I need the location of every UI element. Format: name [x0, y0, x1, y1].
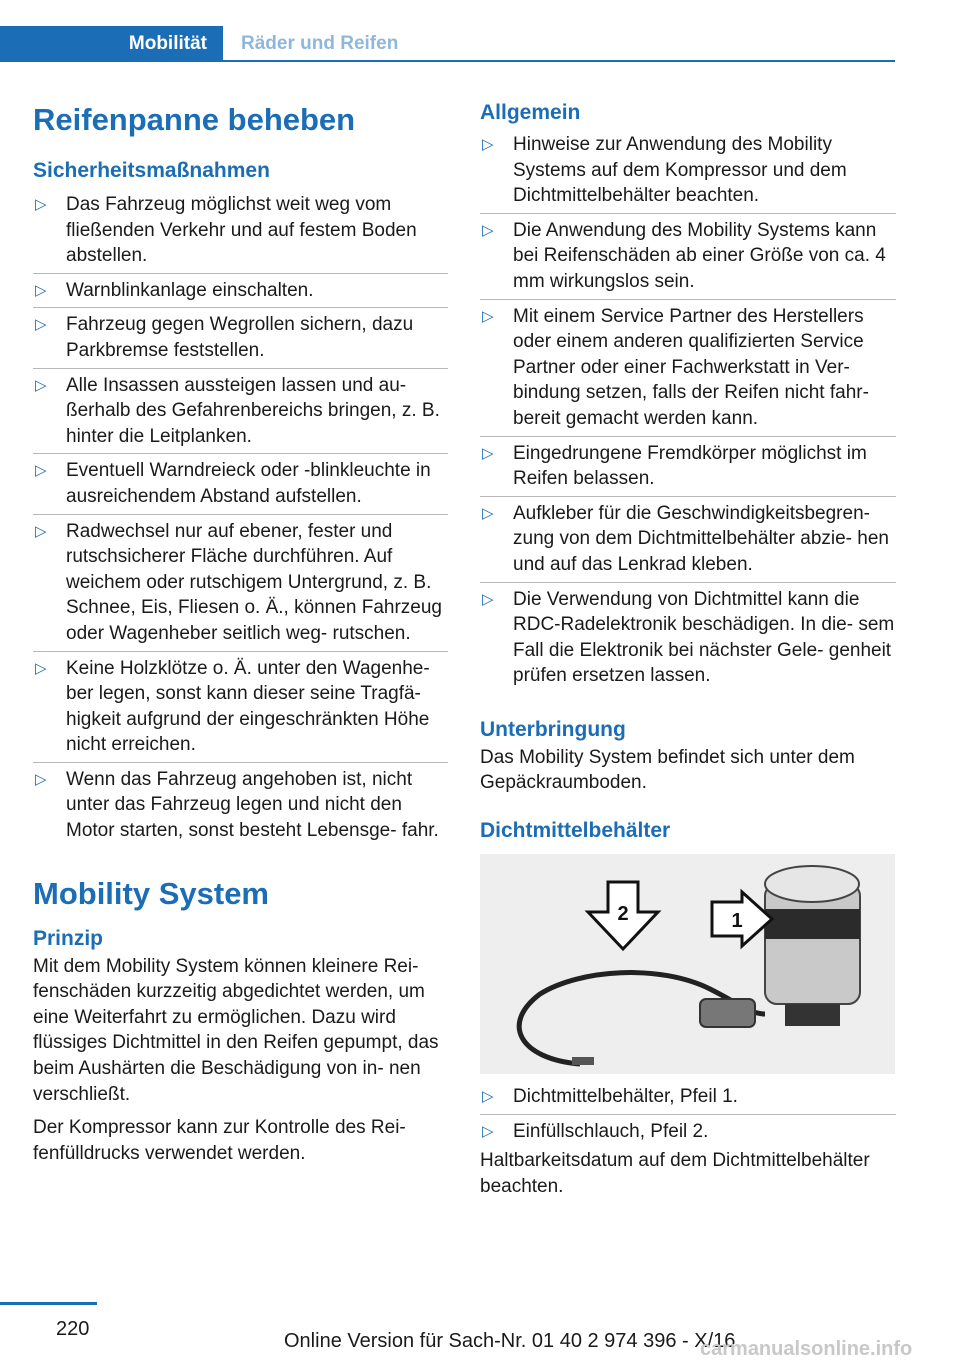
list-item-text: Alle Insassen aussteigen lassen und au‐ ßerhalb des Gefahrenbereichs bringen, z. B. hinter die Leitplanken. — [66, 374, 440, 447]
hose-connector — [700, 999, 755, 1027]
list-item-text: Keine Holzklötze o. Ä. unter den Wagenhe‐ ber legen, sonst kann dieser seine Tragfä‐ higkeit aufgrund der eingeschränkten Höhe nicht erreichen. — [66, 657, 430, 756]
list-item — [480, 437, 896, 497]
list-item-text: Dichtmittelbehälter, Pfeil 1. — [513, 1086, 738, 1108]
safety-list — [33, 188, 448, 848]
list-item-text: Fahrzeug gegen Wegrollen sichern, dazu Parkbremse feststellen. — [66, 314, 414, 361]
list-item-text: Hinweise zur Anwendung des Mobility Systems auf dem Kompressor und dem Dichtmittelbehälter beachten. — [513, 134, 847, 207]
triangle-bullet-icon: ▷ — [35, 375, 47, 394]
triangle-bullet-icon: ▷ — [482, 589, 494, 608]
list-item — [480, 583, 896, 693]
section-title-dichtmittelbehaelter: Dichtmittelbehälter — [480, 819, 671, 843]
section-title-sicherheitsmassnahmen: Sicherheitsmaßnahmen — [33, 159, 270, 182]
left-column — [33, 100, 448, 1166]
list-item — [33, 274, 448, 309]
list-item — [480, 497, 896, 583]
online-version-note: Online Version für Sach-Nr. 01 40 2 974 396 - X/16 — [284, 1330, 736, 1352]
page-title: Reifenpanne beheben — [33, 102, 356, 137]
list-item — [480, 1080, 896, 1115]
prinzip-paragraph-2: Der Kompressor kann zur Kontrolle des Rei‐ fenfülldrucks verwendet werden. — [33, 1117, 406, 1164]
list-item — [33, 454, 448, 514]
list-item-text: Mit einem Service Partner des Herstellers oder einem anderen qualifizierten Service Partner oder einer Fachwerkstatt in Ver‐ bindung setzen, falls der Reifen nicht fahr‐ bereit gemacht werden kann. — [513, 305, 869, 429]
list-item — [33, 763, 448, 848]
unterbringung-paragraph: Das Mobility System befindet sich unter dem Gepäckraumboden. — [480, 746, 855, 794]
figure-legend-list — [480, 1080, 896, 1148]
triangle-bullet-icon: ▷ — [482, 135, 494, 153]
section-title-unterbringung: Unterbringung — [480, 717, 626, 741]
triangle-bullet-icon: ▷ — [35, 521, 47, 540]
triangle-bullet-icon: ▷ — [35, 195, 47, 213]
list-item — [33, 369, 448, 455]
list-item — [33, 188, 448, 274]
arrow-2-label: 2 — [617, 903, 629, 926]
hose-valve-end — [572, 1057, 594, 1065]
triangle-bullet-icon: ▷ — [482, 220, 494, 239]
list-item — [480, 1115, 896, 1149]
subchapter-tab-raeder-und-reifen: Räder und Reifen — [241, 33, 399, 54]
list-item-text: Die Anwendung des Mobility Systems kann bei Reifenschäden ab einer Größe von ca. 4 mm wirkungslos sein. — [513, 219, 886, 292]
list-item-text: Aufkleber für die Geschwindigkeitsbegren‐ zung von dem Dichtmittelbehälter abzie‐ hen und auf das Lenkrad kleben. — [513, 502, 889, 575]
section-title-mobility-system: Mobility System — [33, 875, 269, 911]
triangle-bullet-icon: ▷ — [35, 769, 47, 788]
haltbarkeit-paragraph: Haltbarkeitsdatum auf dem Dichtmittelbehälter beachten. — [480, 1150, 870, 1197]
triangle-bullet-icon: ▷ — [482, 1121, 494, 1140]
list-item — [33, 652, 448, 763]
sealant-container-illustration — [480, 854, 895, 1074]
triangle-bullet-icon: ▷ — [35, 315, 47, 334]
section-title-allgemein: Allgemein — [480, 101, 581, 124]
section-title-prinzip: Prinzip — [33, 926, 104, 950]
list-item-text: Einfüllschlauch, Pfeil 2. — [513, 1120, 709, 1142]
list-item-text: Eventuell Warndreieck oder -blinkleuchte in ausreichendem Abstand aufstellen. — [66, 460, 431, 507]
triangle-bullet-icon: ▷ — [35, 280, 47, 299]
footer-rule — [0, 1302, 97, 1305]
list-item-text: Wenn das Fahrzeug angehoben ist, nicht unter das Fahrzeug legen und nicht den Motor starten, sonst besteht Lebensge‐ fahr. — [66, 768, 439, 842]
list-item-text: Die Verwendung von Dichtmittel kann die RDC-Radelektronik beschädigen. In die‐ sem Fall die Elektronik bei nächster Gele‐ genheit prüfen ersetzen lassen. — [513, 588, 895, 687]
right-column — [480, 98, 896, 1199]
list-item — [480, 300, 896, 437]
prinzip-paragraph-1: Mit dem Mobility System können kleinere Rei‐ fenschäden kurzzeitig abgedichtet werden, um eine Weiterfahrt zu ermöglichen. Dazu wird flüssiges Dichtmittel in den Reifen gepumpt, das beim Aushärten die Beschädigung von in‐ nen verschließt. — [33, 955, 439, 1105]
list-item-text: Eingedrungene Fremdkörper möglichst im Reifen belassen. — [513, 442, 867, 490]
sealant-container-figure — [480, 854, 895, 1074]
site-watermark: carmanualsonline.info — [700, 1338, 913, 1360]
list-item — [480, 214, 896, 300]
list-item — [480, 128, 896, 214]
list-item — [33, 515, 448, 652]
triangle-bullet-icon: ▷ — [35, 658, 47, 677]
chapter-tab-mobilitaet: Mobilität — [0, 26, 223, 62]
container-lid — [765, 866, 859, 902]
triangle-bullet-icon: ▷ — [482, 1087, 494, 1106]
arrow-1-label: 1 — [731, 910, 743, 933]
list-item-text: Warnblinkanlage einschalten. — [66, 279, 314, 301]
container-base — [785, 1004, 840, 1026]
general-list — [480, 128, 896, 693]
list-item — [33, 308, 448, 368]
triangle-bullet-icon: ▷ — [482, 306, 494, 325]
list-item-text: Radwechsel nur auf ebener, fester und rutschsicherer Fläche durchführen. Auf weichem oder rutschigem Untergrund, z. B. Schnee, Eis, Fliesen o. Ä., können Fahrzeug oder Wagenheber seitlich weg‐ rutschen. — [66, 520, 442, 644]
header-rule — [0, 60, 895, 62]
triangle-bullet-icon: ▷ — [482, 503, 494, 522]
triangle-bullet-icon: ▷ — [482, 443, 494, 462]
list-item-text: Das Fahrzeug möglichst weit weg vom fließenden Verkehr und auf festem Boden abstellen. — [66, 194, 417, 267]
triangle-bullet-icon: ▷ — [35, 461, 47, 480]
container-band — [765, 909, 860, 939]
page-number: 220 — [56, 1318, 90, 1340]
